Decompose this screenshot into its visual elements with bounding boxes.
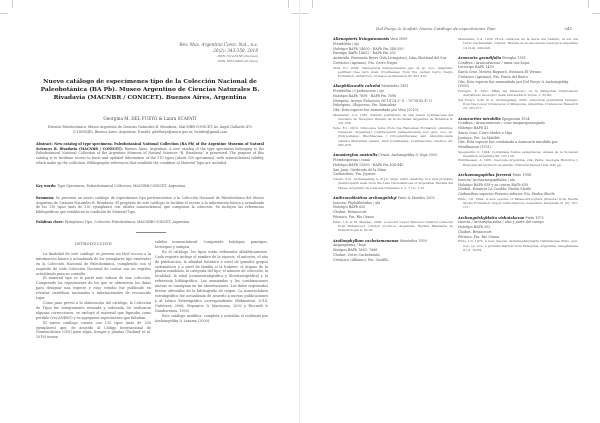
- entry-detail: Holotipo BAPb 638 y su contra BAPb 639: [458, 182, 529, 187]
- entry-detail: Cretácico (Aptiano), Fm. Punta del Barco: [458, 74, 528, 79]
- species-author: Pinto & Mendes 2002: [396, 195, 435, 200]
- bibliographic-reference: Spegazzini, C. 1924. Coniferales fósiles patagónicas. Anales de la Sociedad Científica Argentina 98: 125-139.: [458, 149, 578, 159]
- entry-detail: Obs: Esta especie fue enmendada por Vera (2010).: [333, 108, 420, 113]
- entry-detail: Holotipo BAPb 502: [458, 225, 491, 230]
- citation-line: 20(2): 343-358, 2018: [213, 48, 258, 53]
- issn-online: ISSN 1853-0400 (en línea): [217, 58, 258, 63]
- entry-detail: Insecta/ Phyloblattidae / ala: [333, 200, 381, 205]
- bibliographic-reference: Feruglio, E. 1951. Piñas del Mesozoico de la Patagonia. Publicazioni dell'Istituto Geologico della Università di Torino 1: 35-80.: [458, 89, 578, 98]
- species-author: Pinto 1994: [511, 173, 531, 178]
- crop-mark: [312, 0, 313, 8]
- entry-detail: Cretácico (Aptiano), Fm. Cerro Negro: [333, 60, 398, 65]
- paper-title: Nuevo catálogo de especímenes tipo de la Colección Nacional de Paleobotánica (BA Pb). Museo Argentino de Ciencias Naturales B. Rivadavia (MACNBR / CONICET). Buenos Aires, Argentina: [40, 78, 260, 101]
- crop-mark: [592, 13, 600, 14]
- entry-detail: Chubut, Cerro Cachetamán: [333, 252, 380, 257]
- entry-detail: Pteridófita / Cyatheaceae / eje: [333, 89, 385, 94]
- entry-detail: San Juan, Quebrada de la Mina: [333, 167, 387, 172]
- species-name: Amosioxylon australis: [333, 153, 378, 158]
- bibliographic-reference: Menéndez, C.A. 1959. Flora cretácica de la Serie del Castillo, al sur del Cerro Cachetamán. Chubut. Revista de la Asociación Geológica Argentina 14 (3-4): 229-248.: [458, 37, 578, 50]
- right-page: [300, 0, 600, 423]
- bibliographic-reference: Pinto, I.D. 1972. A new insecta, Archangelskyblatta vishniakovae Pinto, gen. nov., sp. nov., a permian blattoid from Patagonia, Argentina. Ameghiniana 9 (1): 79-89.: [458, 239, 578, 253]
- bibliographic-reference: Pinto, I.D. 1994. A new species of Palaeodictyoptera (Insecta) from Piedra Shotle Formation, Upper Carboniferous, Argentina. Pesquisas 21 (2): 107-111.: [458, 196, 578, 210]
- crop-mark: [300, 13, 308, 14]
- bibliographic-reference: Vera, E.I. 2010. Oligocene ferns from the Rancahué Formation (Aluminé, Neuquén, Argentina): Cyatheopteris patagonicensis nov. gen., nov. sp. (Polypodiales: Blechnaceae / Dryopteridaceae) and Alsophilocaulis calveloi Menéndez emend. Vera (Cyatheales: Cyatheaceae). Geobios 43: 465-478.: [333, 125, 453, 147]
- entry-detail: Carbonífero, Fm. Jejenes: [333, 172, 376, 177]
- crop-mark: [588, 0, 589, 8]
- paragraph: validez nomenclatural. Comprende holotipos, paratipos, lectotipos y sintipos.: [155, 240, 268, 249]
- catalog-entry: [458, 216, 578, 253]
- catalog-column-2: [458, 37, 578, 258]
- entry-detail: Lectotipo BAPb 1455: [458, 65, 494, 70]
- keywords-text: Type Specimens, Palaeobotanical Collection, MACNBR-CONICET, Argentina.: [56, 184, 186, 188]
- catalog-entry: [458, 37, 578, 50]
- species-author: Menéndez 1959: [398, 238, 427, 243]
- species-name: Alienopteris livingstonensis: [333, 37, 390, 41]
- entry-detail: Holotipo BAPb 620: [333, 205, 366, 210]
- resumen-label: Resumen:: [36, 196, 55, 200]
- species-author: Feruglio 1951: [501, 55, 527, 60]
- bibliographic-reference: Pinto, I.D. & M. Mendes. 2002. A second Upper Paleozoic blattoid (Insecta) from Betancourt, Chubut province, Argentina. Revista Brasileira de Paleontologia 4: 45-50.: [333, 219, 453, 233]
- catalog-entry: [333, 239, 453, 263]
- entry-detail: Cretácico (Albiano), Fm. Castillo: [333, 257, 389, 262]
- catalog-entry: [458, 56, 578, 111]
- entry-detail: Sintipos BAPb 7663, 7666: [333, 248, 378, 253]
- species-name: Archangelskyblatta vishniakovae: [458, 215, 525, 220]
- affiliation: División Paleobotánica, Museo Argentino de Ciencias Naturales B. Rivadavia, MACNBR-CONICET. Av. Ángel Gallardo 470 (C1405DJR), Buenos Aires, Argentina. E-mails: gdelfueyo@macn.gov.ar; lscafati@gmail.com: [47, 125, 253, 134]
- entry-detail: Antártida, Península Byers (Isla Livingston), Islas Shetland del Sur: [333, 56, 447, 60]
- crop-mark: [12, 0, 13, 8]
- entry-detail: Pérmico, Fm. Río Genoa: [333, 214, 375, 219]
- species-author: Menéndez 1961: [380, 84, 409, 89]
- species-author: Césari, Archangelsky & Vega 2005: [377, 153, 438, 158]
- paragraph: El material tipo es la parte más valiosa de una colección. Comprende los especímenes de los que se obtuvieron los datos para designar una especie y cuyo estudio fue publicado en revistas científicas nacionales e internacionales de reconocido rigor.: [36, 276, 151, 301]
- entry-detail: Pérmico, Fm. Río Genoa: [458, 234, 500, 239]
- catalog-entry: [458, 117, 578, 167]
- palabras-clave-text: Ejemplares Tipo, Colección Paleobotánica, MACNBR-CONICET, Argentina.: [63, 220, 191, 224]
- catalog-entry: [333, 196, 453, 233]
- entry-detail: Santa Cruz, Cerro Madre e Hija: [458, 130, 513, 135]
- bibliographic-reference: Windhausen, A. 1931. Geología Argentina. 2da. Parte. Geología Histórica y Regional del territorio argentino. Editorial Peuser Ltda. 645 pp.: [458, 158, 578, 167]
- bibliographic-reference: Menéndez, C.A. 1961. Estípite petrificado de una nueva Cyatheaceae del Terciario de Neuquén. Boletín de la Sociedad Argentina de Botánica 9: 331-338.: [333, 112, 453, 126]
- resumen-text: Se presenta un nuevo catálogo de especímenes tipo pertenecientes a la Colección Nacional de Paleobotánica del Museo Argentino de Ciencias Naturales B. Rivadavia. El propósito de este catálogo es facilitar el acceso a la información básica y actualizada de los 110 tipos (más de 330 ejemplares) con validez nomenclatural, que componen la colección. Se incluyen las referencias bibliográficas que establecen la condición de Material Tipo.: [36, 196, 264, 215]
- entry-detail: Chubut, Betancourt: [458, 229, 492, 234]
- species-name: Alsophilocaulis calveloi: [333, 84, 381, 89]
- entry-detail: Pteridófita / eje: [333, 41, 360, 46]
- paragraph: En el catálogo, los tipos están ordenados alfabéticamente. Cada registro incluye el nombre de la especie, el autor/es, el año de publicación, la afinidad botánica a nivel de grandes grupos sistemáticos y a nivel de familia si la hubiere, el órgano de la planta estudiado, la categoría del tipo, el número de colección, la localidad, la edad (cronoestratigráfica y litoestratigráfica) y la referencia bibliográfica. Las enmiendas y las combinaciones nuevas se consignan en las observaciones. Los datos registrados fueron obtenidos de la bibliografía de origen. La nomenclatura estratigráfica fue actualizada de acuerdo a nuevas publicaciones y al Léxico Estratigráfico correspondiente (Rubinstein, 2014; Gutiérrez, 2006; Stipanicic & Marsicano, 2002 y Riccardi & Damborenea, 1993).: [155, 249, 268, 313]
- entry-detail: Conífera / Araucariaceae / cono megaesporangiado: [458, 121, 545, 126]
- keywords: [36, 184, 264, 189]
- paragraph: Este catálogo modifica, completa y actualiza el realizado por Archangelsky & Lezama (2000).: [155, 313, 268, 323]
- entry-detail: Conífera / Araucariaceae / rama con hojas: [458, 60, 530, 65]
- entry-detail: Chubut, Betancourt: [333, 210, 367, 215]
- entry-detail: Carbonífero superior-Pérmico inferior, Fm. Piedra Shotle: [458, 192, 555, 197]
- citation-line: Rev. Mus. Argentino Cienc. Nat., n.s.: [179, 42, 258, 47]
- entry-detail: Paleógeno, Oligoceno, Fm. Rancahué: [333, 103, 397, 108]
- entry-detail: Holotipo BAPb 14650 - BAPb Pm 548-550: [333, 46, 404, 51]
- entry-detail: Santa Cruz, Meseta Baqueró, Estancia El Verano: [458, 70, 542, 75]
- species-name: Anthracoblattina archangelskyi: [333, 195, 397, 200]
- authors: Georgina M. DEL FUEYO & Laura SCAFATI: [103, 116, 197, 121]
- issn-print: ISSN 1514-5158 (impresa): [217, 54, 258, 58]
- palabras-clave-label: Palabras clave:: [36, 220, 64, 224]
- entry-detail: Neuquén, Arroyo Pichaicón 38°14'24.3" S – 70°58'42.4" O: [333, 98, 432, 103]
- species-name: Araucaria grandifolia: [458, 55, 502, 60]
- species-name: Archaemegaptilus ferreroi: [458, 173, 512, 178]
- running-head: Del Fueyo & Scafati: Nuevo Catálogo de especímenes Tipo: [376, 26, 496, 31]
- entry-detail: Pteridosperma / rama: [333, 158, 371, 163]
- species-author: Spegazzini 1924: [500, 116, 530, 121]
- entry-detail: Holotipo BAPb 41: [458, 126, 489, 131]
- species-author: Vera 2009: [389, 37, 408, 41]
- entry-detail: Jurásico, Fm. La Matilde: [458, 135, 500, 140]
- entry-detail: Chubut, Estancia La Casilda, Piedra Shotle: [458, 187, 532, 192]
- resumen: [36, 196, 264, 215]
- paragraph: Como paso previo a la elaboración del catálogo, la Colección de Tipos fue íntegramente revisada y ordenada. Se realizaron algunas correcciones, se excluyó el material que figuraba como perdido (ver ANEXO) y se agregaron especímenes que faltaban.: [36, 300, 151, 320]
- entry-detail: Insecta / Archimylacridae / alas y parte del cuerpo: [458, 220, 544, 225]
- bibliographic-reference: Del Fueyo, G.M. & A. Archangelsky. 2002. Araucaria grandifolia Feruglio from the Lower Cretaceous of Patagonia, Argentina. Cretaceous Research 23: 265-277.: [458, 97, 578, 111]
- entry-detail: Holotipo BAPb 12650 - BAPb Pm 438-440: [333, 162, 404, 167]
- species-name: Araliaephyllum cachetamanense: [333, 238, 399, 243]
- section-heading: INTRODUCCIÓN: [75, 241, 112, 246]
- crop-mark: [0, 13, 8, 14]
- abstract-text: Buenos Aires, Argentina. A new catalog of the type specimens belonging to the Paleobotanical National Collection of the Argentine Museum of Natural Sciences "B. Rivadavia" is presented. The purpose of this catalog is to facilitate access to basic and updated information of the 110 types (about 330 specimens), with nomenclatural validity, which make up the collection. Bibliographic references that establish the condition of Material Type are included.: [36, 146, 264, 165]
- paragraph: La finalidad de este catálogo es proveer un fácil acceso a la información básica y actualizada de los ejemplares tipo existentes en la Colección Nacional de Paleobotánica, cumpliendo con el requisito de toda Colección Nacional de contar con un registro actualizado para su consulta.: [36, 251, 151, 276]
- catalog-entry: [333, 153, 453, 190]
- paragraph: El nuevo catálogo cuenta con 110 tipos (más de 330 ejemplares) que, de acuerdo al Código Internacional de Nomenclatura (CIN) para algas, hongos y plantas (Turland et al. 2018) tienen: [36, 320, 151, 340]
- abstract-label: Abstract: New catalog of type specimens. Paleobotanical National Collection (BA Pb) of the Argentine Museum of Natural Sciences B. Rivadavia (MACNBR / CONICET).: [36, 142, 264, 151]
- entry-detail: Holotipo BAPb 7698 - BAPb Pm 7698: [333, 93, 397, 98]
- entry-detail: Angiosperma / hoja: [333, 243, 366, 248]
- keywords-label: Key words:: [36, 184, 57, 188]
- entry-detail: Paratipo BAPb 14652 - BAPb Pm 552: [333, 51, 396, 56]
- entry-detail: Obs: Esta especie fue enmendada por Del Fueyo & Archangelsky (2002).: [458, 79, 569, 89]
- species-author: Pinto 1972: [524, 215, 544, 220]
- bibliographic-reference: Vera, E.I. 2009. Alienopteris livingstonensis gen. et sp. nov., enigmatic petrified tree fern stem (Cyatheales) from the Aptian Cerro Negro Formation, Antarctica. Cretaceous Research 30: 401-410.: [333, 65, 453, 79]
- journal-citation: [180, 42, 258, 63]
- section-divider: [136, 232, 166, 233]
- species-name: Araucarites mirabilis: [458, 116, 501, 121]
- entry-detail: Obs: Esta especie fue combinada a Araucaria mirabilis por Windhausen (1931).: [458, 140, 558, 150]
- page-number: 345: [564, 26, 572, 31]
- catalog-column-1: [333, 37, 453, 268]
- abstract: [36, 142, 264, 166]
- intro-column-1: [36, 240, 151, 340]
- intro-column-2: [155, 240, 268, 323]
- catalog-entry: [333, 84, 453, 147]
- catalog-entry: [333, 37, 453, 78]
- entry-detail: Insecta/ Archaemegaptilidae / ala: [458, 177, 515, 182]
- palabras-clave: [36, 220, 264, 225]
- catalog-entry: [458, 173, 578, 210]
- bibliographic-reference: Césari, S.N., Archangelsky, S. & J.C. Vega. 2005. Anatomy of a new probable pteridosperm stem from the Late Carboniferous of Argentina. Revista del Museo Argentino de Ciencias Naturales n. s. 7 (1): 7-13.: [333, 177, 453, 190]
- crop-mark: [288, 0, 289, 8]
